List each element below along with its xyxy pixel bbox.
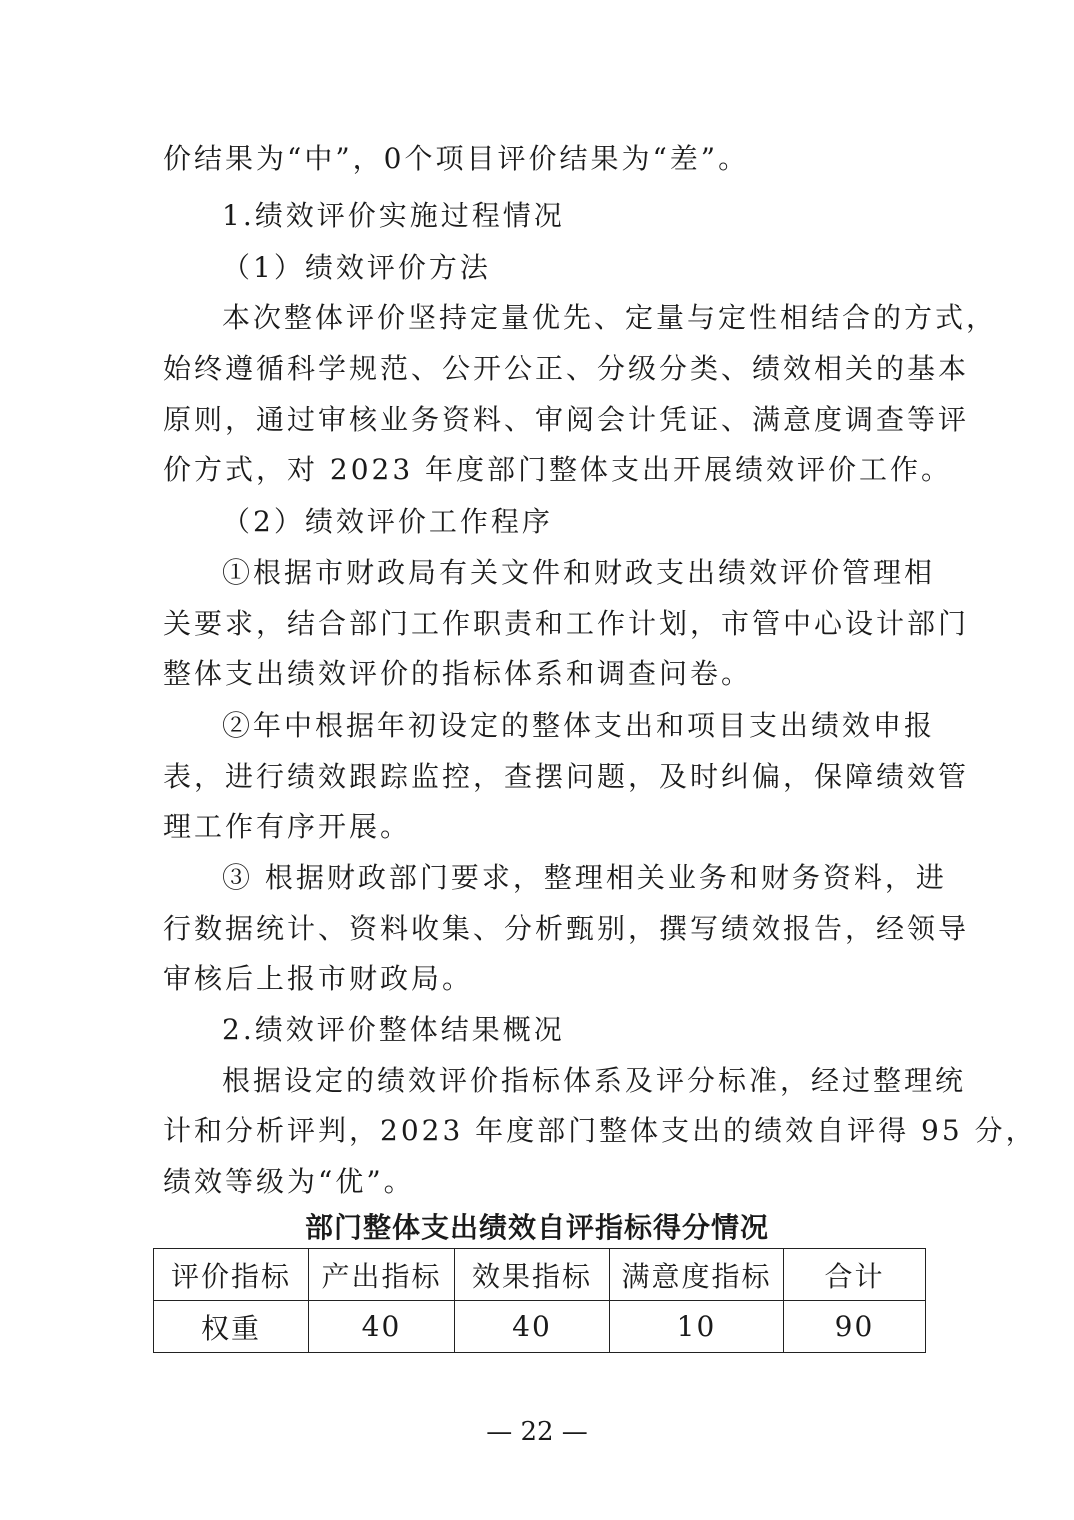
paragraph-line: 行数据统计、资料收集、分析甄别，撰写绩效报告，经领导 (163, 912, 970, 945)
paragraph-line: 理工作有序开展。 (163, 810, 412, 843)
subsection-heading: （2）绩效评价工作程序 (222, 505, 553, 538)
paragraph-line: 绩效等级为“优”。 (163, 1165, 415, 1198)
paragraph-line: 本次整体评价坚持定量优先、定量与定性相结合的方式， (222, 301, 998, 334)
table-cell: 40 (455, 1301, 610, 1353)
paragraph-line: 关要求，结合部门工作职责和工作计划，市管中心设计部门 (163, 607, 970, 640)
table-cell: 90 (784, 1301, 926, 1353)
paragraph-line: 审核后上报市财政局。 (163, 962, 474, 995)
table-header-cell: 效果指标 (455, 1249, 610, 1301)
section-heading: 1.绩效评价实施过程情况 (222, 199, 565, 232)
subsection-heading: （1）绩效评价方法 (222, 251, 491, 284)
paragraph-line: 原则，通过审核业务资料、审阅会计凭证、满意度调查等评 (163, 403, 970, 436)
table-cell: 40 (309, 1301, 455, 1353)
table-header-cell: 评价指标 (154, 1249, 309, 1301)
page-number: — 22 — (486, 1417, 588, 1447)
paragraph-line: 计和分析评判，2023 年度部门整体支出的绩效自评得 95 分， (163, 1114, 1037, 1147)
table-cell: 10 (610, 1301, 784, 1353)
score-table (153, 1248, 926, 1353)
section-heading: 2.绩效评价整体结果概况 (222, 1013, 565, 1046)
paragraph-line: 价方式，对 2023 年度部门整体支出开展绩效评价工作。 (163, 453, 953, 486)
paragraph-line: 整体支出绩效评价的指标体系和调查问卷。 (163, 657, 753, 690)
paragraph-line: 始终遵循科学规范、公开公正、分级分类、绩效相关的基本 (163, 352, 970, 385)
paragraph-line: 表，进行绩效跟踪监控，查摆问题，及时纠偏，保障绩效管 (163, 760, 970, 793)
table-header-cell: 产出指标 (309, 1249, 455, 1301)
paragraph-line: 根据设定的绩效评价指标体系及评分标准，经过整理统 (222, 1064, 967, 1097)
table-cell: 权重 (154, 1301, 309, 1353)
table-header-cell: 合计 (784, 1249, 926, 1301)
table-title: 部门整体支出绩效自评指标得分情况 (304, 1211, 769, 1244)
paragraph-line: ①根据市财政局有关文件和财政支出绩效评价管理相 (222, 556, 936, 589)
table-header-row (154, 1249, 926, 1301)
table-header-cell: 满意度指标 (610, 1249, 784, 1301)
table-row (154, 1301, 926, 1353)
paragraph-line: 价结果为“中”，0个项目评价结果为“差”。 (163, 142, 750, 175)
paragraph-line: ③ 根据财政部门要求，整理相关业务和财务资料，进 (222, 861, 947, 894)
paragraph-line: ②年中根据年初设定的整体支出和项目支出绩效申报 (222, 709, 936, 742)
